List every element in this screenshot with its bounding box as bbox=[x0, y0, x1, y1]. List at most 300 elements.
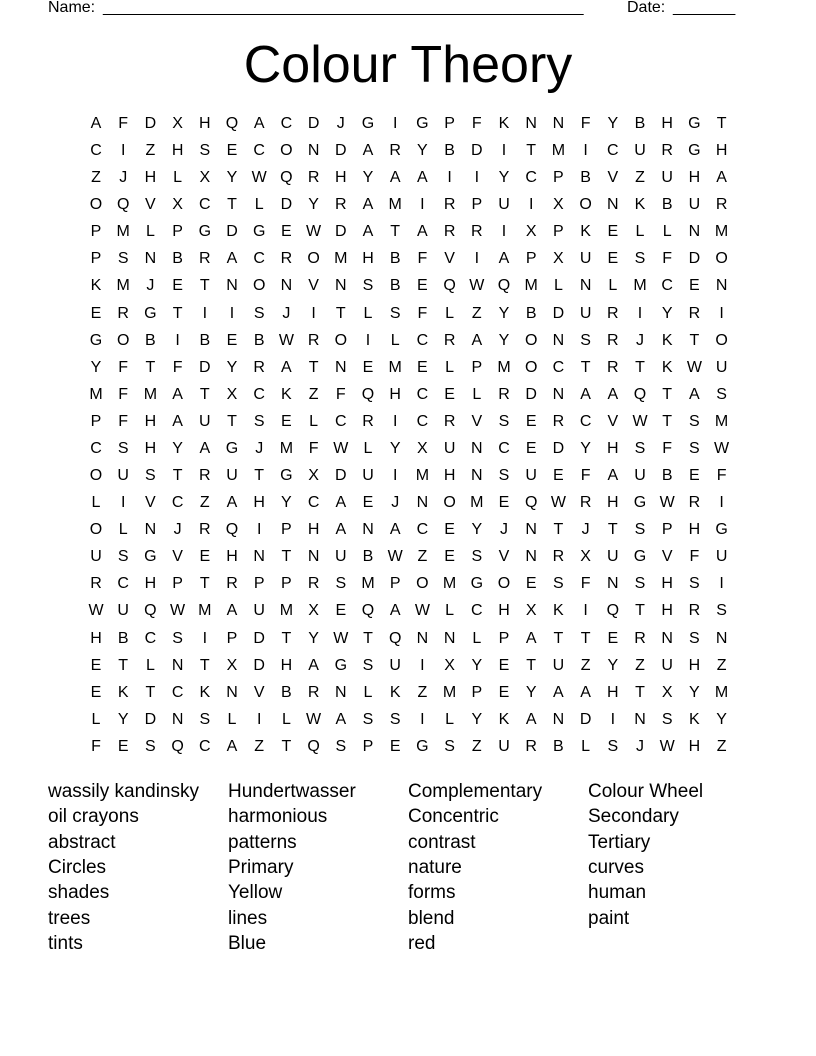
grid-letter: A bbox=[253, 115, 265, 132]
grid-letter: S bbox=[335, 575, 347, 593]
grid-letter: N bbox=[634, 710, 646, 728]
grid-letter: U bbox=[715, 358, 728, 376]
grid-letter: T bbox=[172, 467, 183, 485]
grid-letter: T bbox=[716, 115, 727, 132]
grid-letter: S bbox=[199, 710, 211, 728]
grid-letter: M bbox=[334, 250, 348, 268]
grid-letter: K bbox=[90, 277, 102, 295]
grid-letter: N bbox=[280, 277, 293, 295]
grid-letter: B bbox=[525, 304, 537, 322]
grid-letter: V bbox=[661, 548, 673, 566]
grid-letter: A bbox=[525, 710, 537, 728]
grid-letter: F bbox=[580, 467, 591, 485]
grid-letter: L bbox=[581, 737, 591, 755]
grid-letter: A bbox=[389, 521, 401, 539]
grid-letter: D bbox=[253, 629, 265, 647]
grid-letter: B bbox=[661, 467, 673, 485]
grid-letter: Y bbox=[117, 710, 129, 728]
grid-letter: D bbox=[525, 385, 537, 403]
grid-letter: A bbox=[199, 439, 211, 457]
grid-letter: I bbox=[637, 304, 643, 322]
grid-letter: Q bbox=[361, 602, 375, 620]
word-list-item: lines bbox=[228, 907, 268, 929]
grid-letter: G bbox=[688, 115, 701, 132]
word-list-item: Colour Wheel bbox=[588, 781, 704, 802]
grid-letter: N bbox=[525, 521, 537, 539]
grid-letter: B bbox=[580, 169, 591, 187]
grid-letter: M bbox=[551, 142, 566, 160]
grid-letter: S bbox=[145, 467, 156, 485]
grid-letter: E bbox=[281, 412, 292, 430]
grid-letter: R bbox=[525, 737, 537, 755]
word-list-item: Circles bbox=[48, 856, 107, 878]
grid-letter: C bbox=[253, 142, 265, 160]
grid-letter: F bbox=[471, 115, 482, 132]
grid-letter: R bbox=[307, 169, 320, 187]
grid-letter: A bbox=[226, 737, 238, 755]
grid-letter: R bbox=[579, 494, 592, 512]
grid-letter: C bbox=[253, 385, 265, 403]
grid-letter: T bbox=[281, 629, 292, 647]
grid-letter: N bbox=[335, 683, 347, 701]
grid-letter: O bbox=[89, 196, 103, 214]
grid-letter: I bbox=[719, 304, 724, 322]
grid-letter: T bbox=[335, 304, 346, 322]
grid-letter: E bbox=[389, 737, 401, 755]
grid-letter: E bbox=[444, 385, 455, 403]
grid-letter: A bbox=[335, 710, 347, 728]
grid-letter: K bbox=[281, 385, 292, 403]
grid-letter: I bbox=[392, 412, 398, 430]
grid-letter: N bbox=[715, 277, 728, 295]
grid-letter: H bbox=[661, 575, 673, 593]
grid-letter: I bbox=[311, 304, 316, 322]
grid-letter: E bbox=[90, 656, 102, 674]
grid-letter: H bbox=[661, 115, 673, 132]
grid-letter: U bbox=[661, 656, 673, 674]
grid-letter: U bbox=[688, 196, 701, 214]
grid-letter: Y bbox=[471, 521, 483, 539]
grid-letter: W bbox=[414, 602, 430, 620]
grid-letter: H bbox=[688, 656, 701, 674]
grid-letter: F bbox=[689, 548, 700, 566]
grid-letter: D bbox=[579, 710, 592, 728]
grid-letter: U bbox=[117, 602, 129, 620]
grid-letter: E bbox=[444, 521, 455, 539]
grid-letter: N bbox=[335, 358, 347, 376]
grid-letter: Z bbox=[308, 385, 319, 403]
grid-letter: F bbox=[118, 115, 129, 132]
grid-letter: C bbox=[579, 412, 592, 430]
grid-letter: O bbox=[334, 331, 348, 349]
grid-letter: G bbox=[416, 737, 429, 755]
grid-letter: N bbox=[661, 629, 673, 647]
grid-letter: W bbox=[686, 358, 702, 376]
grid-letter: E bbox=[90, 683, 102, 701]
grid-letter: C bbox=[607, 142, 619, 160]
grid-letter: H bbox=[280, 656, 293, 674]
grid-letter: R bbox=[634, 629, 646, 647]
grid-letter: K bbox=[661, 331, 673, 349]
grid-letter: W bbox=[251, 169, 267, 187]
grid-letter: T bbox=[281, 548, 292, 566]
grid-letter: Z bbox=[716, 656, 727, 674]
grid-letter: C bbox=[307, 494, 320, 512]
grid-letter: P bbox=[389, 575, 401, 593]
grid-letter: V bbox=[308, 277, 319, 295]
grid-letter: A bbox=[607, 467, 619, 485]
date-label: Date: bbox=[627, 0, 666, 16]
grid-letter: X bbox=[553, 250, 564, 268]
grid-letter: B bbox=[199, 331, 211, 349]
grid-letter: U bbox=[634, 467, 646, 485]
grid-letter: Z bbox=[199, 494, 210, 512]
grid-letter: P bbox=[226, 629, 238, 647]
grid-letter: X bbox=[199, 169, 211, 187]
word-list-item: Concentric bbox=[408, 806, 499, 828]
grid-letter: N bbox=[552, 710, 565, 728]
grid-letter: X bbox=[226, 656, 238, 674]
grid-letter: M bbox=[633, 277, 647, 295]
grid-letter: J bbox=[255, 439, 264, 457]
grid-letter: E bbox=[498, 683, 510, 701]
grid-letter: N bbox=[552, 115, 565, 132]
grid-letter: Q bbox=[225, 521, 239, 539]
grid-letter: S bbox=[335, 737, 347, 755]
grid-letter: P bbox=[90, 223, 102, 241]
grid-letter: L bbox=[91, 494, 101, 512]
grid-letter: B bbox=[553, 737, 564, 755]
grid-letter: X bbox=[172, 115, 183, 132]
grid-letter: T bbox=[553, 521, 564, 539]
grid-letter: Q bbox=[633, 385, 647, 403]
grid-letter: O bbox=[443, 494, 456, 512]
grid-letter: F bbox=[335, 385, 346, 403]
grid-letter: S bbox=[580, 331, 591, 349]
grid-letter: I bbox=[501, 223, 507, 241]
grid-letter: H bbox=[90, 629, 102, 647]
grid-letter: H bbox=[715, 142, 728, 160]
grid-letter: Q bbox=[225, 115, 239, 132]
grid-letter: W bbox=[659, 737, 675, 755]
grid-letter: B bbox=[634, 115, 646, 132]
grid-letter: I bbox=[256, 521, 262, 539]
grid-letter: U bbox=[362, 467, 374, 485]
grid-letter: R bbox=[117, 304, 129, 322]
grid-letter: F bbox=[716, 467, 727, 485]
grid-letter: I bbox=[229, 304, 235, 322]
grid-letter: P bbox=[553, 223, 564, 241]
grid-letter: T bbox=[308, 358, 319, 376]
grid-letter: A bbox=[389, 169, 401, 187]
grid-letter: G bbox=[280, 467, 293, 485]
grid-letter: Z bbox=[635, 169, 645, 187]
grid-letter: L bbox=[608, 277, 618, 295]
grid-letter: L bbox=[254, 196, 264, 214]
grid-letter: D bbox=[335, 467, 347, 485]
grid-letter: D bbox=[688, 250, 701, 268]
grid-letter: M bbox=[497, 358, 511, 376]
date-blank-line: _______ bbox=[673, 0, 736, 16]
grid-letter: C bbox=[90, 142, 102, 160]
grid-letter: I bbox=[583, 602, 588, 620]
grid-letter: U bbox=[715, 548, 728, 566]
grid-letter: J bbox=[636, 737, 644, 755]
grid-letter: A bbox=[308, 656, 319, 674]
word-list-item: forms bbox=[408, 882, 456, 904]
grid-letter: E bbox=[525, 575, 537, 593]
grid-letter: H bbox=[226, 548, 238, 566]
grid-letter: Y bbox=[308, 629, 319, 647]
grid-letter: W bbox=[170, 602, 186, 620]
grid-letter: F bbox=[662, 439, 673, 457]
grid-letter: U bbox=[253, 602, 265, 620]
word-list-item: Hundertwasser bbox=[228, 781, 356, 802]
grid-letter: T bbox=[199, 385, 210, 403]
grid-letter: Z bbox=[91, 169, 101, 187]
grid-letter: P bbox=[172, 575, 183, 593]
grid-letter: R bbox=[443, 223, 456, 241]
grid-letter: C bbox=[525, 169, 537, 187]
grid-letter: M bbox=[198, 602, 212, 620]
grid-letter: E bbox=[417, 358, 428, 376]
grid-letter: X bbox=[661, 683, 673, 701]
grid-letter: C bbox=[498, 439, 510, 457]
grid-letter: J bbox=[581, 521, 590, 539]
grid-letter: S bbox=[362, 277, 374, 295]
grid-letter: W bbox=[387, 548, 403, 566]
grid-letter: O bbox=[116, 331, 130, 349]
grid-letter: S bbox=[607, 737, 619, 755]
grid-letter: P bbox=[471, 683, 483, 701]
grid-letter: P bbox=[471, 196, 483, 214]
grid-letter: E bbox=[362, 358, 374, 376]
grid-letter: Q bbox=[144, 602, 157, 620]
grid-letter: E bbox=[417, 277, 428, 295]
grid-letter: A bbox=[226, 494, 238, 512]
grid-letter: G bbox=[144, 548, 157, 566]
grid-letter: Q bbox=[116, 196, 130, 214]
grid-letter: L bbox=[635, 223, 645, 241]
grid-letter: Z bbox=[254, 737, 265, 755]
grid-letter: T bbox=[254, 467, 265, 485]
grid-letter: G bbox=[416, 115, 429, 132]
grid-letter: A bbox=[607, 385, 619, 403]
grid-letter: V bbox=[498, 548, 510, 566]
grid-letter: S bbox=[253, 412, 265, 430]
grid-letter: R bbox=[552, 412, 565, 430]
grid-letter: W bbox=[469, 277, 485, 295]
grid-letter: A bbox=[498, 250, 510, 268]
grid-letter: V bbox=[607, 169, 619, 187]
grid-letter: A bbox=[580, 683, 591, 701]
grid-letter: N bbox=[226, 277, 238, 295]
grid-letter: D bbox=[552, 304, 565, 322]
grid-letter: E bbox=[172, 277, 183, 295]
grid-letter: L bbox=[445, 358, 455, 376]
grid-letter: I bbox=[256, 710, 262, 728]
grid-letter: S bbox=[117, 548, 129, 566]
grid-letter: E bbox=[689, 467, 700, 485]
grid-letter: O bbox=[715, 250, 728, 268]
grid-letter: A bbox=[389, 602, 401, 620]
grid-letter: O bbox=[715, 331, 728, 349]
grid-letter: T bbox=[145, 358, 156, 376]
grid-letter: H bbox=[144, 169, 157, 187]
grid-letter: L bbox=[445, 710, 455, 728]
grid-letter: H bbox=[144, 439, 157, 457]
grid-letter: S bbox=[498, 412, 510, 430]
grid-letter: T bbox=[118, 656, 129, 674]
grid-letter: I bbox=[202, 629, 208, 647]
grid-letter: J bbox=[336, 115, 345, 132]
grid-letter: G bbox=[252, 223, 266, 241]
grid-letter: P bbox=[553, 169, 564, 187]
grid-letter: R bbox=[661, 142, 673, 160]
word-list-item: human bbox=[588, 882, 647, 904]
grid-letter: F bbox=[662, 250, 673, 268]
grid-letter: D bbox=[144, 710, 157, 728]
grid-letter: R bbox=[226, 575, 238, 593]
word-list-item: abstract bbox=[48, 831, 116, 853]
word-list-item: red bbox=[408, 932, 436, 954]
grid-letter: P bbox=[498, 629, 510, 647]
grid-letter: H bbox=[144, 412, 157, 430]
word-list-item: curves bbox=[588, 856, 644, 878]
grid-letter: E bbox=[689, 277, 700, 295]
grid-letter: A bbox=[525, 629, 537, 647]
grid-letter: M bbox=[714, 223, 729, 241]
grid-letter: Y bbox=[308, 196, 319, 214]
grid-letter: G bbox=[470, 575, 484, 593]
grid-letter: M bbox=[470, 494, 484, 512]
grid-letter: Y bbox=[226, 169, 238, 187]
grid-letter: A bbox=[226, 602, 238, 620]
grid-letter: N bbox=[171, 710, 184, 728]
grid-letter: I bbox=[175, 331, 180, 349]
word-list-item: Complementary bbox=[408, 781, 543, 802]
grid-letter: T bbox=[635, 683, 645, 701]
word-list-item: trees bbox=[48, 907, 91, 929]
grid-letter: Y bbox=[607, 115, 619, 132]
grid-letter: R bbox=[443, 412, 456, 430]
grid-letter: T bbox=[199, 277, 210, 295]
grid-letter: I bbox=[120, 494, 126, 512]
grid-letter: X bbox=[444, 656, 455, 674]
name-label: Name: bbox=[48, 0, 96, 16]
grid-letter: S bbox=[689, 412, 700, 430]
grid-letter: U bbox=[226, 467, 238, 485]
grid-letter: X bbox=[226, 385, 238, 403]
grid-letter: K bbox=[498, 710, 510, 728]
grid-letter: R bbox=[607, 358, 619, 376]
grid-letter: Y bbox=[498, 304, 510, 322]
grid-letter: Z bbox=[716, 737, 727, 755]
grid-letter: Y bbox=[525, 683, 537, 701]
page-title: Colour Theory bbox=[243, 36, 573, 94]
grid-letter: D bbox=[335, 223, 347, 241]
grid-letter: Q bbox=[361, 385, 375, 403]
grid-letter: Q bbox=[497, 277, 511, 295]
grid-letter: K bbox=[117, 683, 129, 701]
grid-letter: N bbox=[226, 683, 238, 701]
grid-letter: R bbox=[307, 575, 320, 593]
grid-letter: G bbox=[361, 115, 375, 132]
grid-letter: I bbox=[392, 115, 398, 132]
grid-letter: N bbox=[525, 115, 537, 132]
grid-letter: J bbox=[119, 169, 128, 187]
grid-letter: F bbox=[118, 412, 129, 430]
grid-letter: T bbox=[227, 412, 237, 430]
grid-letter: X bbox=[525, 602, 537, 620]
grid-letter: N bbox=[253, 548, 265, 566]
word-list-item: oil crayons bbox=[48, 806, 139, 828]
grid-letter: N bbox=[471, 467, 483, 485]
grid-letter: E bbox=[281, 223, 292, 241]
grid-letter: B bbox=[253, 331, 265, 349]
grid-letter: D bbox=[144, 115, 157, 132]
grid-letter: A bbox=[580, 385, 591, 403]
grid-letter: U bbox=[117, 467, 129, 485]
grid-letter: P bbox=[525, 250, 537, 268]
grid-letter: B bbox=[661, 196, 673, 214]
grid-letter: L bbox=[363, 304, 373, 322]
grid-letter: R bbox=[688, 494, 701, 512]
grid-letter: S bbox=[199, 142, 211, 160]
grid-letter: N bbox=[416, 494, 429, 512]
grid-letter: I bbox=[392, 467, 398, 485]
grid-letter: B bbox=[117, 629, 129, 647]
grid-letter: J bbox=[173, 521, 182, 539]
grid-letter: V bbox=[145, 196, 156, 214]
grid-letter: L bbox=[145, 223, 155, 241]
grid-letter: Y bbox=[580, 439, 591, 457]
grid-letter: L bbox=[227, 710, 237, 728]
grid-letter: E bbox=[117, 737, 129, 755]
grid-letter: N bbox=[443, 629, 456, 647]
grid-letter: C bbox=[199, 737, 211, 755]
grid-letter: R bbox=[715, 196, 728, 214]
grid-letter: T bbox=[553, 629, 564, 647]
grid-letter: G bbox=[688, 142, 701, 160]
grid-letter: Z bbox=[417, 683, 428, 701]
grid-letter: B bbox=[172, 250, 183, 268]
grid-letter: M bbox=[388, 196, 402, 214]
grid-letter: H bbox=[389, 385, 401, 403]
grid-letter: W bbox=[333, 439, 349, 457]
word-list-item: nature bbox=[408, 856, 462, 878]
grid-letter: A bbox=[281, 358, 292, 376]
grid-letter: M bbox=[388, 358, 402, 376]
grid-letter: N bbox=[144, 521, 157, 539]
grid-letter: F bbox=[172, 358, 183, 376]
grid-letter: R bbox=[253, 358, 265, 376]
grid-letter: R bbox=[307, 331, 320, 349]
grid-letter: K bbox=[389, 683, 401, 701]
grid-letter: A bbox=[172, 412, 183, 430]
grid-letter: O bbox=[524, 331, 538, 349]
grid-letter: H bbox=[661, 602, 673, 620]
grid-letter: A bbox=[226, 250, 238, 268]
grid-letter: O bbox=[307, 250, 320, 268]
grid-letter: Q bbox=[171, 737, 184, 755]
grid-letter: H bbox=[362, 250, 374, 268]
grid-letter: J bbox=[391, 494, 400, 512]
grid-letter: P bbox=[362, 737, 374, 755]
grid-letter: U bbox=[579, 250, 592, 268]
grid-letter: Q bbox=[388, 629, 402, 647]
grid-letter: Y bbox=[498, 169, 510, 187]
